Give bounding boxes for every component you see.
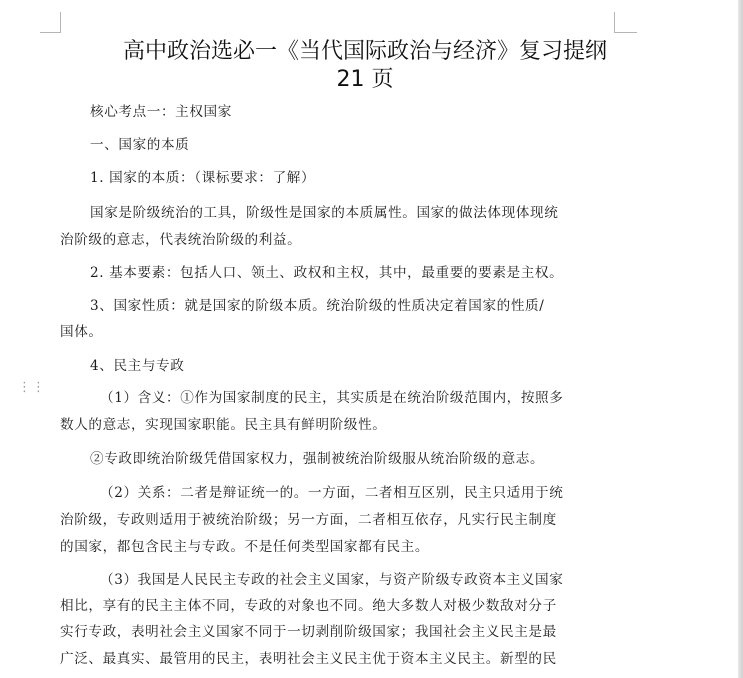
crop-mark-top-right — [614, 12, 637, 33]
text-line: 国家是阶级统治的工具，阶级性是国家的本质属性。国家的做法体现体现统 — [90, 205, 559, 221]
text-line: ②专政即统治阶级凭借国家权力，强制被统治阶级服从统治阶级的意志。 — [90, 451, 545, 467]
document-title-line-1: 高中政治选必一《当代国际政治与经济》复习提纲 — [122, 39, 607, 64]
page-right-edge — [738, 0, 743, 678]
text-line: 一、国家的本质 — [90, 137, 190, 153]
text-line: 国体。 — [60, 324, 103, 340]
text-line: 治阶级，专政则适用于被统治阶级；另一方面，二者相互依存，凡实行民主制度 — [60, 512, 557, 528]
text-line: 实行专政，表明社会主义国家不同于一切剥削阶级国家；我国社会主义民主是最 — [60, 624, 557, 640]
text-line: 广泛、最真实、最管用的民主，表明社会主义民主优于资本主义民主。新型的民 — [60, 651, 557, 667]
text-line: 3、国家性质：就是国家的阶级本质。统治阶级的性质决定着国家的性质/ — [90, 298, 545, 314]
text-line: 数人的意志，实现国家职能。民主具有鲜明阶级性。 — [60, 417, 387, 433]
paragraph-drag-handle-icon[interactable]: ⋮⋮ — [18, 380, 46, 395]
text-line: 核心考点一：主权国家 — [90, 104, 232, 120]
text-line: 4、民主与专政 — [90, 358, 185, 374]
document-title-line-2: 21 页 — [336, 67, 394, 92]
text-line: （1）含义：①作为国家制度的民主，其实质是在统治阶级范围内，按照多 — [100, 390, 564, 406]
text-line: 的国家，都包含民主与专政。不是任何类型国家都有民主。 — [60, 539, 430, 555]
text-line: 1. 国家的本质：（课标要求：了解） — [90, 170, 316, 186]
text-line: （3）我国是人民民主专政的社会主义国家，与资产阶级专政资本主义国家 — [100, 572, 564, 588]
text-line: （2）关系：二者是辩证统一的。一方面，二者相互区别，民主只适用于统 — [100, 485, 564, 501]
text-line: 相比，享有的民主主体不同，专政的对象也不同。绝大多数人对极少数敌对分子 — [60, 598, 557, 614]
crop-mark-top-left — [40, 12, 61, 33]
text-line: 治阶级的意志，代表统治阶级的利益。 — [60, 232, 302, 248]
text-line: 2. 基本要素：包括人口、领土、政权和主权，其中，最重要的要素是主权。 — [90, 265, 564, 281]
